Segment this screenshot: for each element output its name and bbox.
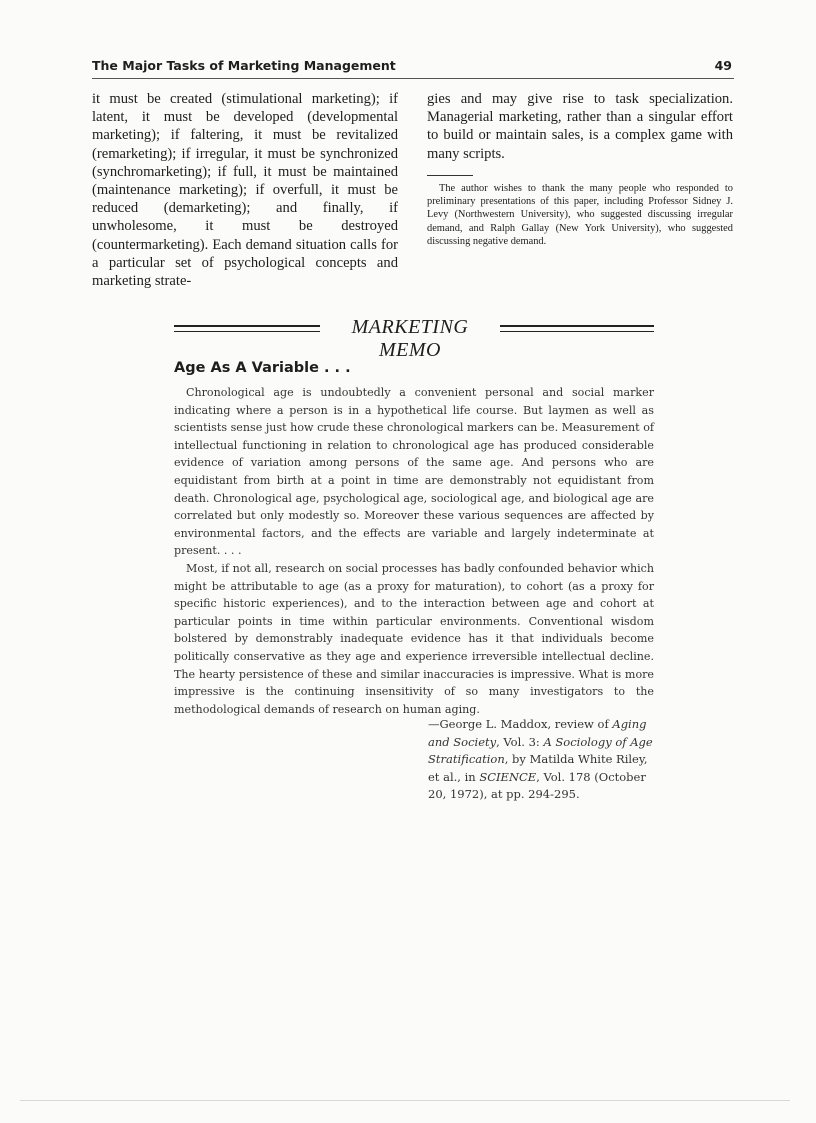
footnote-rule <box>427 175 473 176</box>
right-column-text: gies and may give rise to task specialization. Managerial marketing, rather than a singular effort to build or maintain sales, is a complex game with many scripts. <box>427 91 733 162</box>
running-header <box>92 56 734 79</box>
right-column <box>427 90 733 248</box>
attribution-vol: , Vol. 3: <box>496 734 544 749</box>
memo-banner <box>174 316 654 361</box>
memo-heading: Age As A Variable . . . <box>174 360 351 376</box>
memo-body <box>174 384 654 718</box>
journal-name: SCIENCE <box>479 769 537 784</box>
left-column-text: it must be created (stimulational marketing); if latent, it must be developed (developmental marketing); if faltering, it must be revitalized (remarketing); if irregular, it must be synchronized (synchromarketing); if full, it must be maintained (maintenance marketing); if overfull, it must be reduced (demarketing); and finally, if unwholesome, it must be destroyed (countermarketing). Each demand situation calls for a particular set of psychological concepts and marketing strate- <box>92 91 398 290</box>
memo-title: MARKETING MEMO <box>351 316 469 361</box>
page-bottom-line <box>20 1100 790 1101</box>
left-column <box>92 90 398 290</box>
footnote: The author wishes to thank the many people who responded to preliminary presentations of this paper, including Professor Sidney J. Levy (Northwestern University), who suggested discussing irregular demand, and Ralph Gallay (New York University), who suggested discussing negative demand. <box>427 182 733 247</box>
memo-paragraph-1: Chronological age is undoubtedly a convenient personal and social marker indicating where a person is in a hypothetical life course. But laymen as well as scientists sense just how crude these chronological markers can be. Measurement of intellectual functioning in relation to chronological age has produced considerable evidence of variation among persons of the same age. And persons who are equidistant from birth at a point in time are demonstrably not equidistant from death. Chronological age, psychological age, sociological age, and biological age are correlated but only modestly so. Moreover these various sequences are affected by environmental factors, and the effects are variable and largely indeterminate at present. . . . <box>174 386 654 558</box>
page-number: 49 <box>714 58 732 73</box>
book-subtitle: A Sociology of Age Stratification <box>428 734 653 767</box>
memo-paragraph-2: Most, if not all, research on social processes has badly confounded behavior which might be attributable to age (as a proxy for maturation), to cohort (as a proxy for specific historic experiences), and to the interaction between age and cohort at particular points in time within particular environments. Conventional wisdom bolstered by demonstrably inadequate evidence has it that individuals become politically conservative as they age and experience irreversible intellectual decline. The hearty persistence of these and similar inaccuracies is impressive. What is more impressive is the continuing insensitivity of so many investigators to the methodological demands of research on human aging. <box>174 561 654 716</box>
running-title: The Major Tasks of Marketing Management <box>92 58 396 73</box>
book-title: Aging and Society <box>428 717 647 749</box>
attribution-authors: , by Matilda White Riley, et al., in <box>428 752 648 784</box>
attribution <box>428 716 656 804</box>
banner-rule-right <box>500 325 654 332</box>
attribution-prefix: —George L. Maddox, review of <box>428 717 613 731</box>
attribution-citation: , Vol. 178 (October 20, 1972), at pp. 294-295. <box>428 769 646 802</box>
banner-rule-left <box>174 325 320 332</box>
